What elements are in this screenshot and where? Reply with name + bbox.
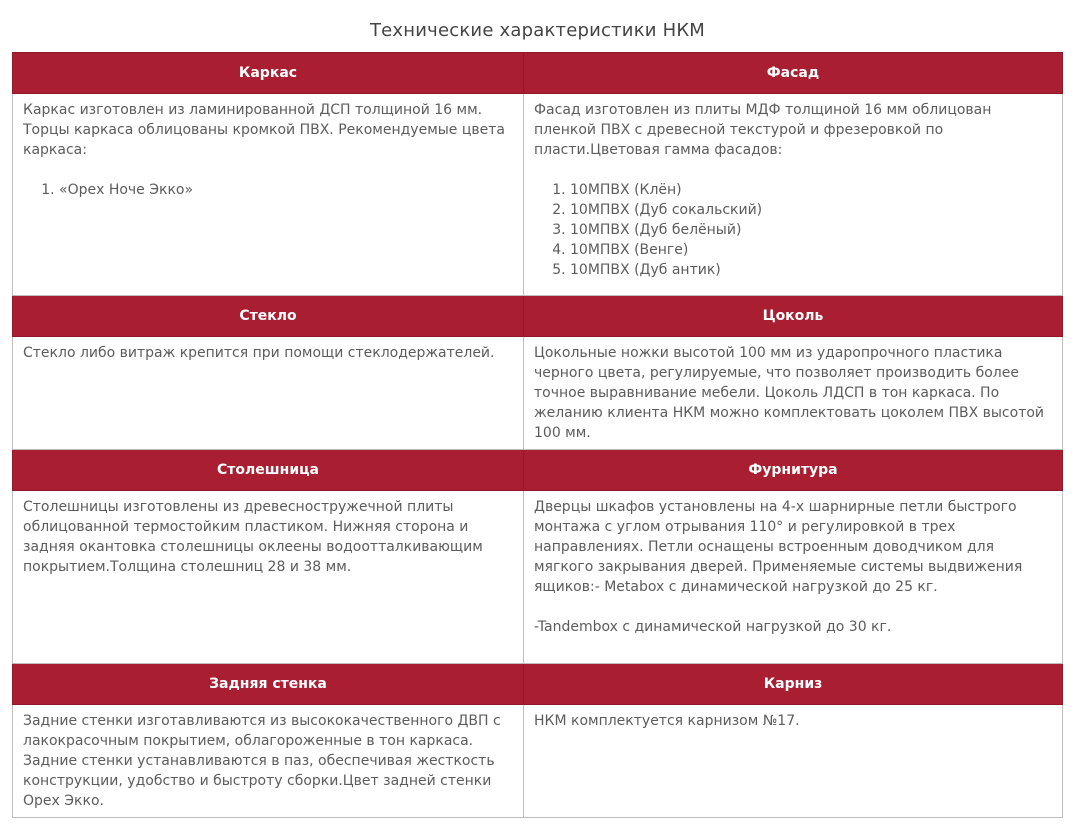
cell-tsokol — [524, 337, 1063, 450]
karkas-color-list — [23, 180, 513, 200]
fasad-text: Фасад изготовлен из плиты МДФ толщиной 16 мм облицован пленкой ПВХ с древесной текстурой и фрезеровкой по пласти.Цветовая гамма фасадов: — [534, 102, 992, 158]
cell-steklo — [13, 337, 524, 450]
karkas-text: Каркас изготовлен из ламинированной ДСП толщиной 16 мм. Торцы каркаса облицованы кромкой ПВХ. Рекомендуемые цвета каркаса: — [23, 102, 506, 158]
heading-karniz: Карниз — [524, 664, 1063, 705]
heading-steklo: Стекло — [13, 296, 524, 337]
table-row — [13, 337, 1063, 450]
heading-zadnyaya-stenka: Задняя стенка — [13, 664, 524, 705]
heading-tsokol: Цоколь — [524, 296, 1063, 337]
heading-stoleshnitsa: Столешница — [13, 450, 524, 491]
heading-fasad: Фасад — [524, 53, 1063, 94]
steklo-text: Стекло либо витраж крепится при помощи стеклодержателей. — [23, 345, 495, 361]
page-title: Технические характеристики НКМ — [369, 20, 706, 41]
header-row — [13, 664, 1063, 705]
table-row — [13, 705, 1063, 818]
cell-karniz — [524, 705, 1063, 818]
table-row — [13, 94, 1063, 296]
specs-table — [12, 52, 1063, 818]
furnitura-text-2: -Tandembox с динамической нагрузкой до 30 кг. — [534, 619, 892, 635]
list-item: 3. 10МПВХ (Дуб белёный) — [570, 220, 1052, 240]
heading-karkas: Каркас — [13, 53, 524, 94]
table-row — [13, 491, 1063, 664]
header-row — [13, 53, 1063, 94]
list-item: 5. 10МПВХ (Дуб антик) — [570, 260, 1052, 280]
list-item: 1. «Орех Ноче Экко» — [59, 180, 513, 200]
list-item: 4. 10МПВХ (Венге) — [570, 240, 1052, 260]
cell-stoleshnitsa — [13, 491, 524, 664]
header-row — [13, 450, 1063, 491]
furnitura-text: Дверцы шкафов установлены на 4-х шарнирные петли быстрого монтажа с углом отрывания 110° и регулировкой в трех направлениях. Петли оснащены встроенным доводчиком для мягкого закрывания дверей. Применяемые системы выдвижения ящиков:- Metabox с динамической нагрузкой до 25 кг. — [534, 499, 1023, 595]
tsokol-text: Цокольные ножки высотой 100 мм из ударопрочного пластика черного цвета, регулируемые, что позволяет производить более точное выравнивание мебели. Цоколь ЛДСП в тон каркаса. По желанию клиента НКМ можно комплектовать цоколем ПВХ высотой 100 мм. — [534, 345, 1045, 441]
header-row — [13, 296, 1063, 337]
heading-furnitura: Фурнитура — [524, 450, 1063, 491]
cell-karkas — [13, 94, 524, 296]
stoleshnitsa-text: Столешницы изготовлены из древесностружечной плиты облицованной термостойким пластиком. Нижняя сторона и задняя окантовка столешницы оклеены водоотталкивающим покрытием.Толщина столешниц 28 и 38 мм. — [23, 499, 483, 575]
zadnyaya-stenka-text: Задние стенки изготавливаются из высококачественного ДВП с лакокрасочным покрытием, облагороженные в тон каркаса. Задние стенки устанавливаются в паз, обеспечивая жесткость конструкции, удобство и быстроту сборки.Цвет задней стенки Орех Экко. — [23, 713, 501, 809]
cell-zadnyaya-stenka — [13, 705, 524, 818]
cell-furnitura — [524, 491, 1063, 664]
list-item: 1. 10МПВХ (Клён) — [570, 180, 1052, 200]
list-item: 2. 10МПВХ (Дуб сокальский) — [570, 200, 1052, 220]
cell-fasad — [524, 94, 1063, 296]
karniz-text: НКМ комплектуется карнизом №17. — [534, 713, 800, 729]
fasad-color-list — [534, 180, 1052, 280]
